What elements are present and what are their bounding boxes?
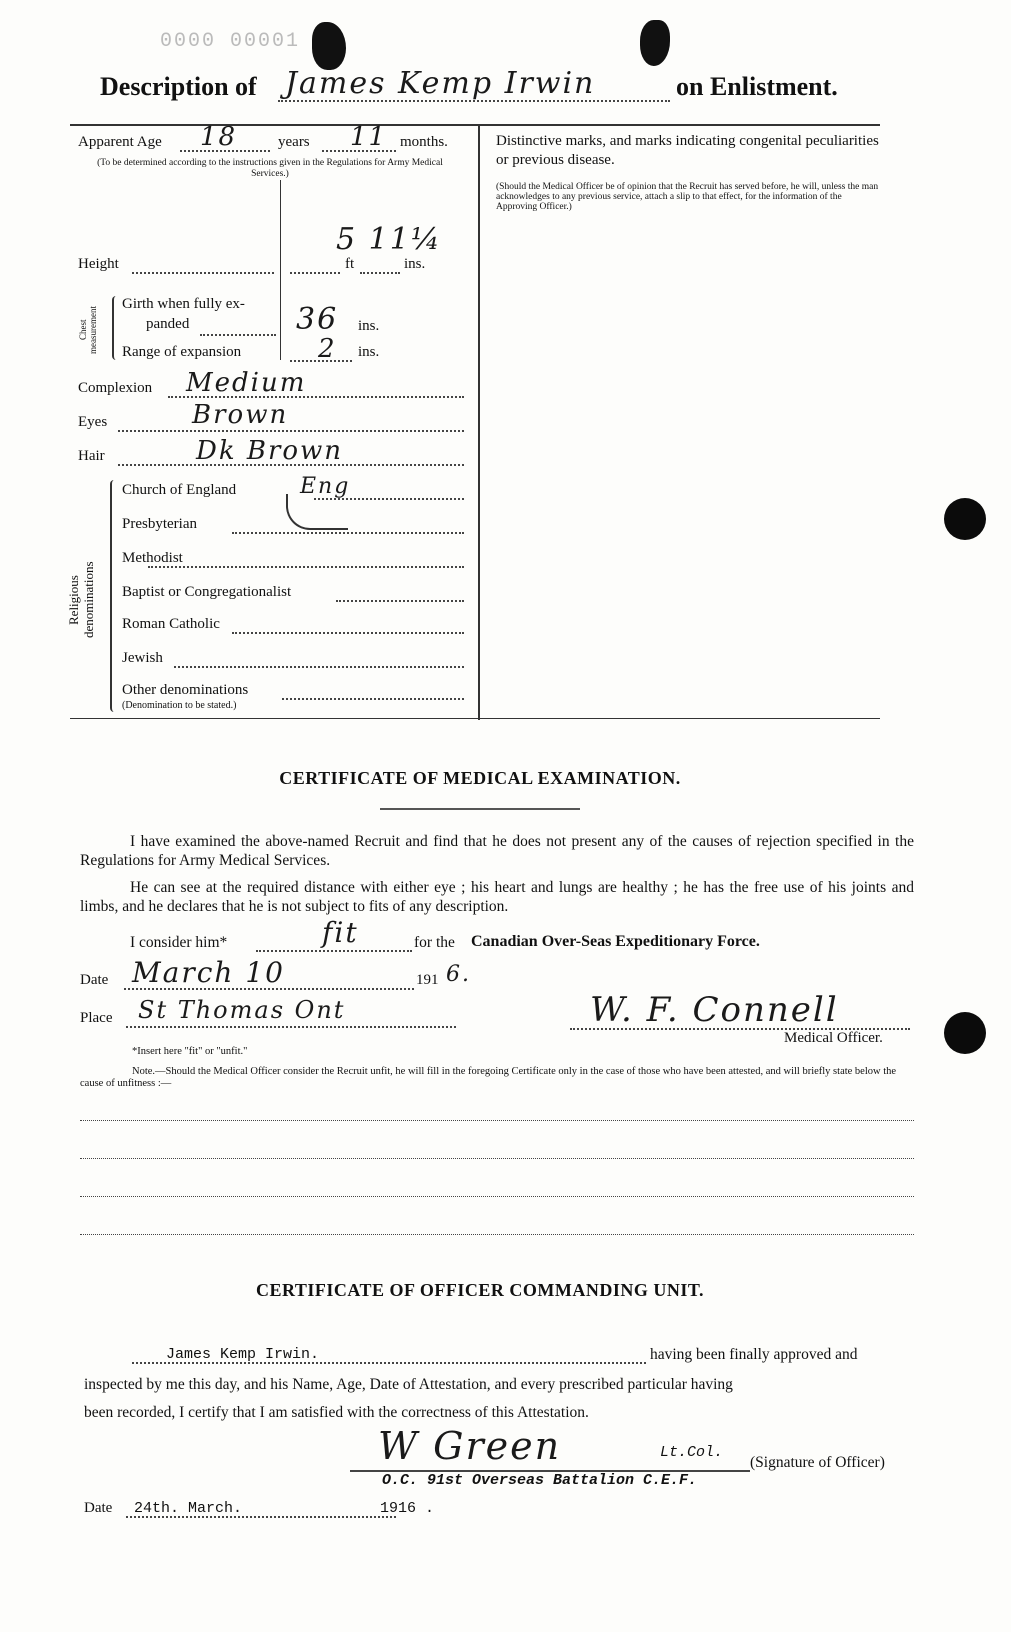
chest-brace (112, 296, 120, 360)
religion-option-line (336, 600, 464, 602)
commanding-certificate-title: CERTIFICATE OF OFFICER COMMANDING UNIT. (255, 1280, 705, 1300)
table-bottom-border (70, 718, 880, 719)
height-label: Height (78, 256, 119, 272)
age-label: Apparent Age (78, 134, 162, 150)
religion-option-line (282, 698, 464, 700)
table-center-divider (478, 124, 480, 720)
religion-option: Methodist (122, 550, 183, 566)
height-ins-line (360, 272, 400, 274)
medical-officer-label: Medical Officer. (784, 1030, 883, 1046)
age-months-value: 11 (350, 122, 388, 152)
range-ins-label: ins. (358, 344, 380, 360)
religion-option: Jewish (122, 650, 163, 666)
age-column-rule (280, 180, 281, 360)
medical-para-2: He can see at the required distance with either eye ; his heart and lungs are healthy ; he has the free use of his joints and limbs, and he declares that he is not subject to fits of any description. (80, 879, 914, 915)
co-date-label: Date (84, 1500, 113, 1516)
religion-option: Baptist or Congregationalist (122, 584, 292, 600)
consider-line (256, 950, 412, 952)
ft-label: ft (345, 256, 355, 272)
years-word: years (278, 134, 310, 150)
medical-title-rule (380, 808, 580, 810)
medical-date-line (124, 988, 414, 990)
recruit-name-handwritten: James Kemp Irwin (285, 66, 596, 101)
religion-option-line (232, 632, 464, 634)
girth-line (200, 334, 276, 336)
eyes-line (118, 430, 464, 432)
co-rank: Lt.Col. (660, 1444, 724, 1461)
insert-note: *Insert here "fit" or "unfit." (132, 1046, 248, 1057)
punch-hole-top (944, 498, 986, 540)
range-value: 2 (318, 334, 337, 364)
girth-value: 36 (296, 302, 339, 337)
consider-suffix-1: for the (414, 934, 455, 951)
unfit-line-3 (80, 1196, 914, 1197)
religion-option: Church of England (122, 482, 237, 498)
religion-option: Other denominations (122, 682, 249, 698)
height-line (132, 272, 274, 274)
hair-label: Hair (78, 448, 105, 464)
medical-officer-signature: W. F. Connell (590, 990, 839, 1030)
ink-blot-2 (640, 20, 670, 66)
header-suffix: on Enlistment. (676, 72, 838, 101)
girth-ins-label: ins. (358, 318, 380, 334)
unfit-note: Note.—Should the Medical Officer consider the Recruit unfit, he will fill in the foregoing Certificate only in the case of those who have been attested, and will briefly state below the cause of unfitness :— (80, 1066, 897, 1089)
age-note: (To be determined according to the instructions given in the Regulations for Army Medical Services.) (97, 158, 443, 179)
header-prefix: Description of (100, 72, 257, 101)
medical-certificate-title: CERTIFICATE OF MEDICAL EXAMINATION. (279, 768, 681, 788)
religion-option-line (148, 566, 464, 568)
co-line-3: been recorded, I certify that I am satisfied with the correctness of this Attestation. (84, 1404, 589, 1421)
co-unit-stamp: O.C. 91st Overseas Battalion C.E.F. (382, 1472, 698, 1489)
punch-hole-bottom (944, 1012, 986, 1054)
distinctive-marks-note: (Should the Medical Officer be of opinion that the Recruit has served before, he will, unless the man acknowledges to any previous service, attach a slip to that effect, for the information of the Approving Officer.) (496, 182, 879, 212)
medical-year-hand: 6. (446, 962, 471, 987)
hair-value: Dk Brown (196, 436, 344, 466)
religion-option: Roman Catholic (122, 616, 220, 632)
religion-option-line (314, 498, 464, 500)
unfit-line-2 (80, 1158, 914, 1159)
unfit-line-4 (80, 1234, 914, 1235)
months-label: months. (400, 134, 448, 150)
co-name-typed: James Kemp Irwin. (166, 1346, 320, 1363)
complexion-label: Complexion (78, 380, 153, 396)
age-years-line (180, 150, 270, 152)
chest-measurement-label: Chest measurement (78, 306, 98, 354)
medical-date-value: March 10 (132, 956, 285, 989)
denomination-note: (Denomination to be stated.) (122, 700, 237, 711)
ins-label: ins. (404, 256, 426, 272)
co-signature-label: (Signature of Officer) (750, 1454, 885, 1471)
consider-suffix-2: Canadian Over-Seas Expeditionary Force. (471, 933, 760, 950)
religion-option-line (174, 666, 464, 668)
header-name-line (278, 100, 670, 102)
range-label: Range of expansion (122, 344, 242, 360)
co-line-1-suffix: having been finally approved and (650, 1346, 858, 1363)
complexion-line (168, 396, 464, 398)
religion-option-line (232, 532, 464, 534)
complexion-value: Medium (186, 368, 307, 398)
girth-label-2: panded (146, 316, 190, 332)
medical-year-prefix: 191 (416, 972, 439, 988)
co-signature: W Green (378, 1424, 562, 1468)
religion-label: Religious denominations (66, 561, 96, 639)
medical-date-label: Date (80, 972, 109, 988)
height-ft-line (290, 272, 340, 274)
place-line (126, 1026, 456, 1028)
religion-brace (110, 480, 118, 712)
girth-label-1: Girth when fully ex- (122, 296, 245, 312)
consider-prefix: I consider him* (130, 934, 228, 951)
co-date-value: 24th. March. (134, 1500, 243, 1517)
eyes-label: Eyes (78, 414, 108, 430)
age-months-line (322, 150, 396, 152)
consider-value: fit (322, 916, 359, 949)
unfit-line-1 (80, 1120, 914, 1121)
co-date-year: 1916 . (380, 1500, 435, 1517)
hair-line (118, 464, 464, 466)
religion-option: Presbyterian (122, 516, 197, 532)
table-top-border (70, 124, 880, 126)
co-line-2: inspected by me this day, and his Name, Age, Date of Attestation, and every prescribed particular having (84, 1376, 733, 1393)
height-value: 5 11¼ (336, 222, 442, 257)
religion-value: Eng (300, 474, 351, 499)
eyes-value: Brown (192, 400, 289, 430)
faded-stamp: 0000 00001 (160, 30, 301, 53)
place-value: St Thomas Ont (138, 996, 346, 1024)
distinctive-marks-title: Distinctive marks, and marks indicating congenital peculiarities or previous disease. (496, 133, 879, 168)
age-years-value: 18 (200, 122, 238, 152)
medical-para-1: I have examined the above-named Recruit and find that he does not present any of the causes of rejection specified in the Regulations for Army Medical Services. (80, 833, 914, 869)
ink-blot (312, 22, 346, 70)
place-label: Place (80, 1010, 113, 1026)
